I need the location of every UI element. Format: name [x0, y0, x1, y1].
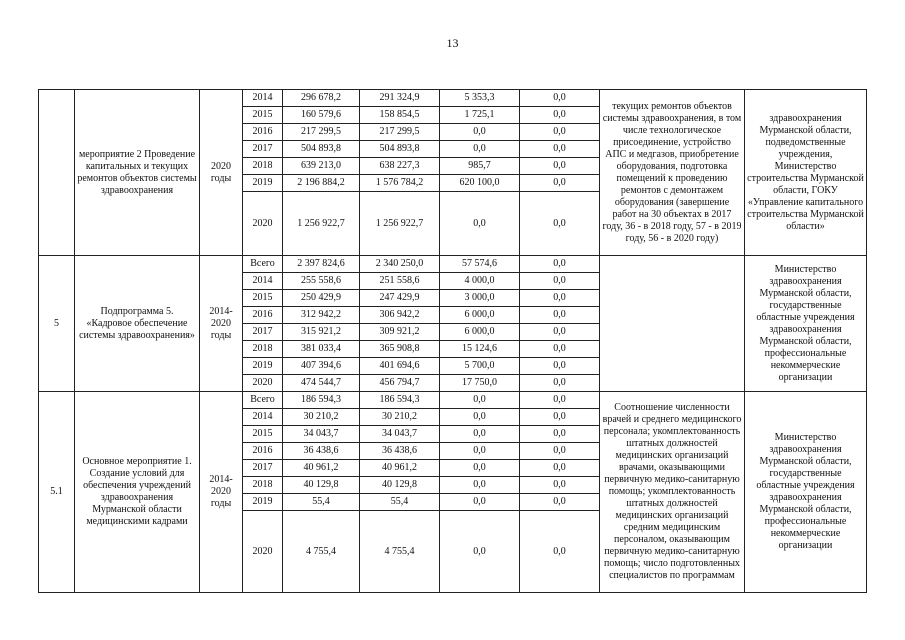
- period: 2020 годы: [200, 90, 243, 256]
- total-cell: 296 678,2: [283, 90, 360, 107]
- year-cell: 2017: [243, 324, 283, 341]
- year-cell: 2020: [243, 375, 283, 392]
- period: 2014-2020 годы: [200, 256, 243, 392]
- regional-cell: 504 893,8: [360, 141, 440, 158]
- year-cell: 2018: [243, 158, 283, 175]
- federal-cell: 0,0: [440, 141, 520, 158]
- year-cell: 2016: [243, 124, 283, 141]
- block-subprogram-5: [39, 256, 867, 392]
- other-cell: 0,0: [520, 141, 600, 158]
- federal-cell: 17 750,0: [440, 375, 520, 392]
- year-cell: 2020: [243, 511, 283, 593]
- regional-cell: 401 694,6: [360, 358, 440, 375]
- program-table: [38, 89, 867, 593]
- federal-cell: 0,0: [440, 409, 520, 426]
- regional-cell: 4 755,4: [360, 511, 440, 593]
- year-cell: 2019: [243, 175, 283, 192]
- block-repairs: [39, 90, 867, 256]
- other-cell: 0,0: [520, 443, 600, 460]
- regional-cell: 186 594,3: [360, 392, 440, 409]
- federal-cell: 57 574,6: [440, 256, 520, 273]
- year-cell: 2020: [243, 192, 283, 256]
- total-cell: 34 043,7: [283, 426, 360, 443]
- other-cell: 0,0: [520, 426, 600, 443]
- year-cell: 2014: [243, 409, 283, 426]
- other-cell: 0,0: [520, 358, 600, 375]
- total-cell: 55,4: [283, 494, 360, 511]
- other-cell: 0,0: [520, 192, 600, 256]
- federal-cell: 1 725,1: [440, 107, 520, 124]
- total-cell: 40 961,2: [283, 460, 360, 477]
- federal-cell: 0,0: [440, 511, 520, 593]
- federal-cell: 0,0: [440, 477, 520, 494]
- total-cell: 2 196 884,2: [283, 175, 360, 192]
- regional-cell: 247 429,9: [360, 290, 440, 307]
- total-cell: 381 033,4: [283, 341, 360, 358]
- row-number: 5.1: [39, 392, 75, 593]
- regional-cell: 1 576 784,2: [360, 175, 440, 192]
- executor-text: Министерство здравоохранения Мурманской области, государственные областные учреждения здравоохранения Мурманской области, профессиональные некоммерческие организации: [745, 256, 867, 392]
- measure-name: мероприятие 2 Проведение капитальных и текущих ремонтов объектов системы здравоохранения: [75, 90, 200, 256]
- other-cell: 0,0: [520, 494, 600, 511]
- regional-cell: 638 227,3: [360, 158, 440, 175]
- total-cell: 4 755,4: [283, 511, 360, 593]
- regional-cell: 34 043,7: [360, 426, 440, 443]
- other-cell: 0,0: [520, 324, 600, 341]
- other-cell: 0,0: [520, 158, 600, 175]
- regional-cell: 36 438,6: [360, 443, 440, 460]
- year-cell: 2019: [243, 358, 283, 375]
- regional-cell: 40 129,8: [360, 477, 440, 494]
- year-cell: 2015: [243, 290, 283, 307]
- total-cell: 504 893,8: [283, 141, 360, 158]
- indicator-text: Соотношение численности врачей и среднего медицинского персонала; укомплектованность штатных должностей медицинских организаций врачами, оказывающими первичную медико-санитарную помощь; укомплектованность штатных должностей медицинских организаций средним медицинским персоналом, оказывающим первичную медико-санитарную помощь; число подготовленных специалистов по программам: [600, 392, 745, 593]
- federal-cell: 985,7: [440, 158, 520, 175]
- other-cell: 0,0: [520, 175, 600, 192]
- row-number-cell: [39, 90, 75, 256]
- other-cell: 0,0: [520, 375, 600, 392]
- regional-cell: 40 961,2: [360, 460, 440, 477]
- total-cell: 639 213,0: [283, 158, 360, 175]
- other-cell: 0,0: [520, 341, 600, 358]
- total-cell: 30 210,2: [283, 409, 360, 426]
- federal-cell: 0,0: [440, 392, 520, 409]
- federal-cell: 6 000,0: [440, 324, 520, 341]
- total-cell: 312 942,2: [283, 307, 360, 324]
- year-cell: 2014: [243, 273, 283, 290]
- regional-cell: 158 854,5: [360, 107, 440, 124]
- table-row: [39, 256, 867, 273]
- period: 2014-2020 годы: [200, 392, 243, 593]
- row-number: 5: [39, 256, 75, 392]
- other-cell: 0,0: [520, 90, 600, 107]
- regional-cell: 30 210,2: [360, 409, 440, 426]
- regional-cell: 251 558,6: [360, 273, 440, 290]
- federal-cell: 0,0: [440, 494, 520, 511]
- federal-cell: 0,0: [440, 426, 520, 443]
- year-cell: 2014: [243, 90, 283, 107]
- year-cell: 2016: [243, 307, 283, 324]
- total-cell: 36 438,6: [283, 443, 360, 460]
- regional-cell: 2 340 250,0: [360, 256, 440, 273]
- other-cell: 0,0: [520, 409, 600, 426]
- table-row: [39, 392, 867, 409]
- page-number: 13: [446, 36, 459, 50]
- federal-cell: 0,0: [440, 460, 520, 477]
- total-cell: 315 921,2: [283, 324, 360, 341]
- federal-cell: 3 000,0: [440, 290, 520, 307]
- federal-cell: 15 124,6: [440, 341, 520, 358]
- year-cell: 2015: [243, 107, 283, 124]
- total-cell: 186 594,3: [283, 392, 360, 409]
- year-cell: 2015: [243, 426, 283, 443]
- total-cell: 407 394,6: [283, 358, 360, 375]
- other-cell: 0,0: [520, 307, 600, 324]
- year-cell: Всего: [243, 392, 283, 409]
- other-cell: 0,0: [520, 460, 600, 477]
- federal-cell: 5 700,0: [440, 358, 520, 375]
- regional-cell: 55,4: [360, 494, 440, 511]
- total-cell: 1 256 922,7: [283, 192, 360, 256]
- federal-cell: 5 353,3: [440, 90, 520, 107]
- regional-cell: 309 921,2: [360, 324, 440, 341]
- total-cell: 250 429,9: [283, 290, 360, 307]
- other-cell: 0,0: [520, 256, 600, 273]
- year-cell: 2018: [243, 341, 283, 358]
- measure-name: Основное мероприятие 1. Создание условий для обеспечения учреждений здравоохранения Мурманской области медицинскими кадрами: [75, 392, 200, 593]
- year-cell: Всего: [243, 256, 283, 273]
- total-cell: 160 579,6: [283, 107, 360, 124]
- total-cell: 474 544,7: [283, 375, 360, 392]
- federal-cell: 0,0: [440, 443, 520, 460]
- regional-cell: 291 324,9: [360, 90, 440, 107]
- block-main-measure-5-1: [39, 392, 867, 593]
- total-cell: 217 299,5: [283, 124, 360, 141]
- total-cell: 40 129,8: [283, 477, 360, 494]
- regional-cell: 306 942,2: [360, 307, 440, 324]
- regional-cell: 456 794,7: [360, 375, 440, 392]
- federal-cell: 0,0: [440, 192, 520, 256]
- other-cell: 0,0: [520, 107, 600, 124]
- regional-cell: 217 299,5: [360, 124, 440, 141]
- year-cell: 2017: [243, 460, 283, 477]
- other-cell: 0,0: [520, 273, 600, 290]
- other-cell: 0,0: [520, 290, 600, 307]
- federal-cell: 620 100,0: [440, 175, 520, 192]
- executor-text: Министерство здравоохранения Мурманской области, государственные областные учреждения здравоохранения Мурманской области, профессиональные некоммерческие организации: [745, 392, 867, 593]
- total-cell: 255 558,6: [283, 273, 360, 290]
- other-cell: 0,0: [520, 124, 600, 141]
- table-row: [39, 90, 867, 107]
- regional-cell: 365 908,8: [360, 341, 440, 358]
- total-cell: 2 397 824,6: [283, 256, 360, 273]
- indicator-text: [600, 256, 745, 392]
- other-cell: 0,0: [520, 477, 600, 494]
- subprogram-name: Подпрограмма 5. «Кадровое обеспечение системы здравоохранения»: [75, 256, 200, 392]
- year-cell: 2018: [243, 477, 283, 494]
- other-cell: 0,0: [520, 392, 600, 409]
- regional-cell: 1 256 922,7: [360, 192, 440, 256]
- year-cell: 2016: [243, 443, 283, 460]
- indicator-text: текущих ремонтов объектов системы здравоохранения, в том числе технологическое присоединение, устройство АПС и медгазов, приобретение оборудования, подготовка помещений к проведению ремонтов с демонтажем оборудования (завершение работ на 30 объектах в 2017 году, 36 - в 2018 году, 57 - в 2019 году, 56 - в 2020 году): [600, 90, 745, 256]
- executor-text: здравоохранения Мурманской области, подведомственные учреждения, Министерство строительства Мурманской области, ГОКУ «Управление капитального строительства Мурманской области»: [745, 90, 867, 256]
- other-cell: 0,0: [520, 511, 600, 593]
- year-cell: 2017: [243, 141, 283, 158]
- federal-cell: 4 000,0: [440, 273, 520, 290]
- federal-cell: 0,0: [440, 124, 520, 141]
- year-cell: 2019: [243, 494, 283, 511]
- federal-cell: 6 000,0: [440, 307, 520, 324]
